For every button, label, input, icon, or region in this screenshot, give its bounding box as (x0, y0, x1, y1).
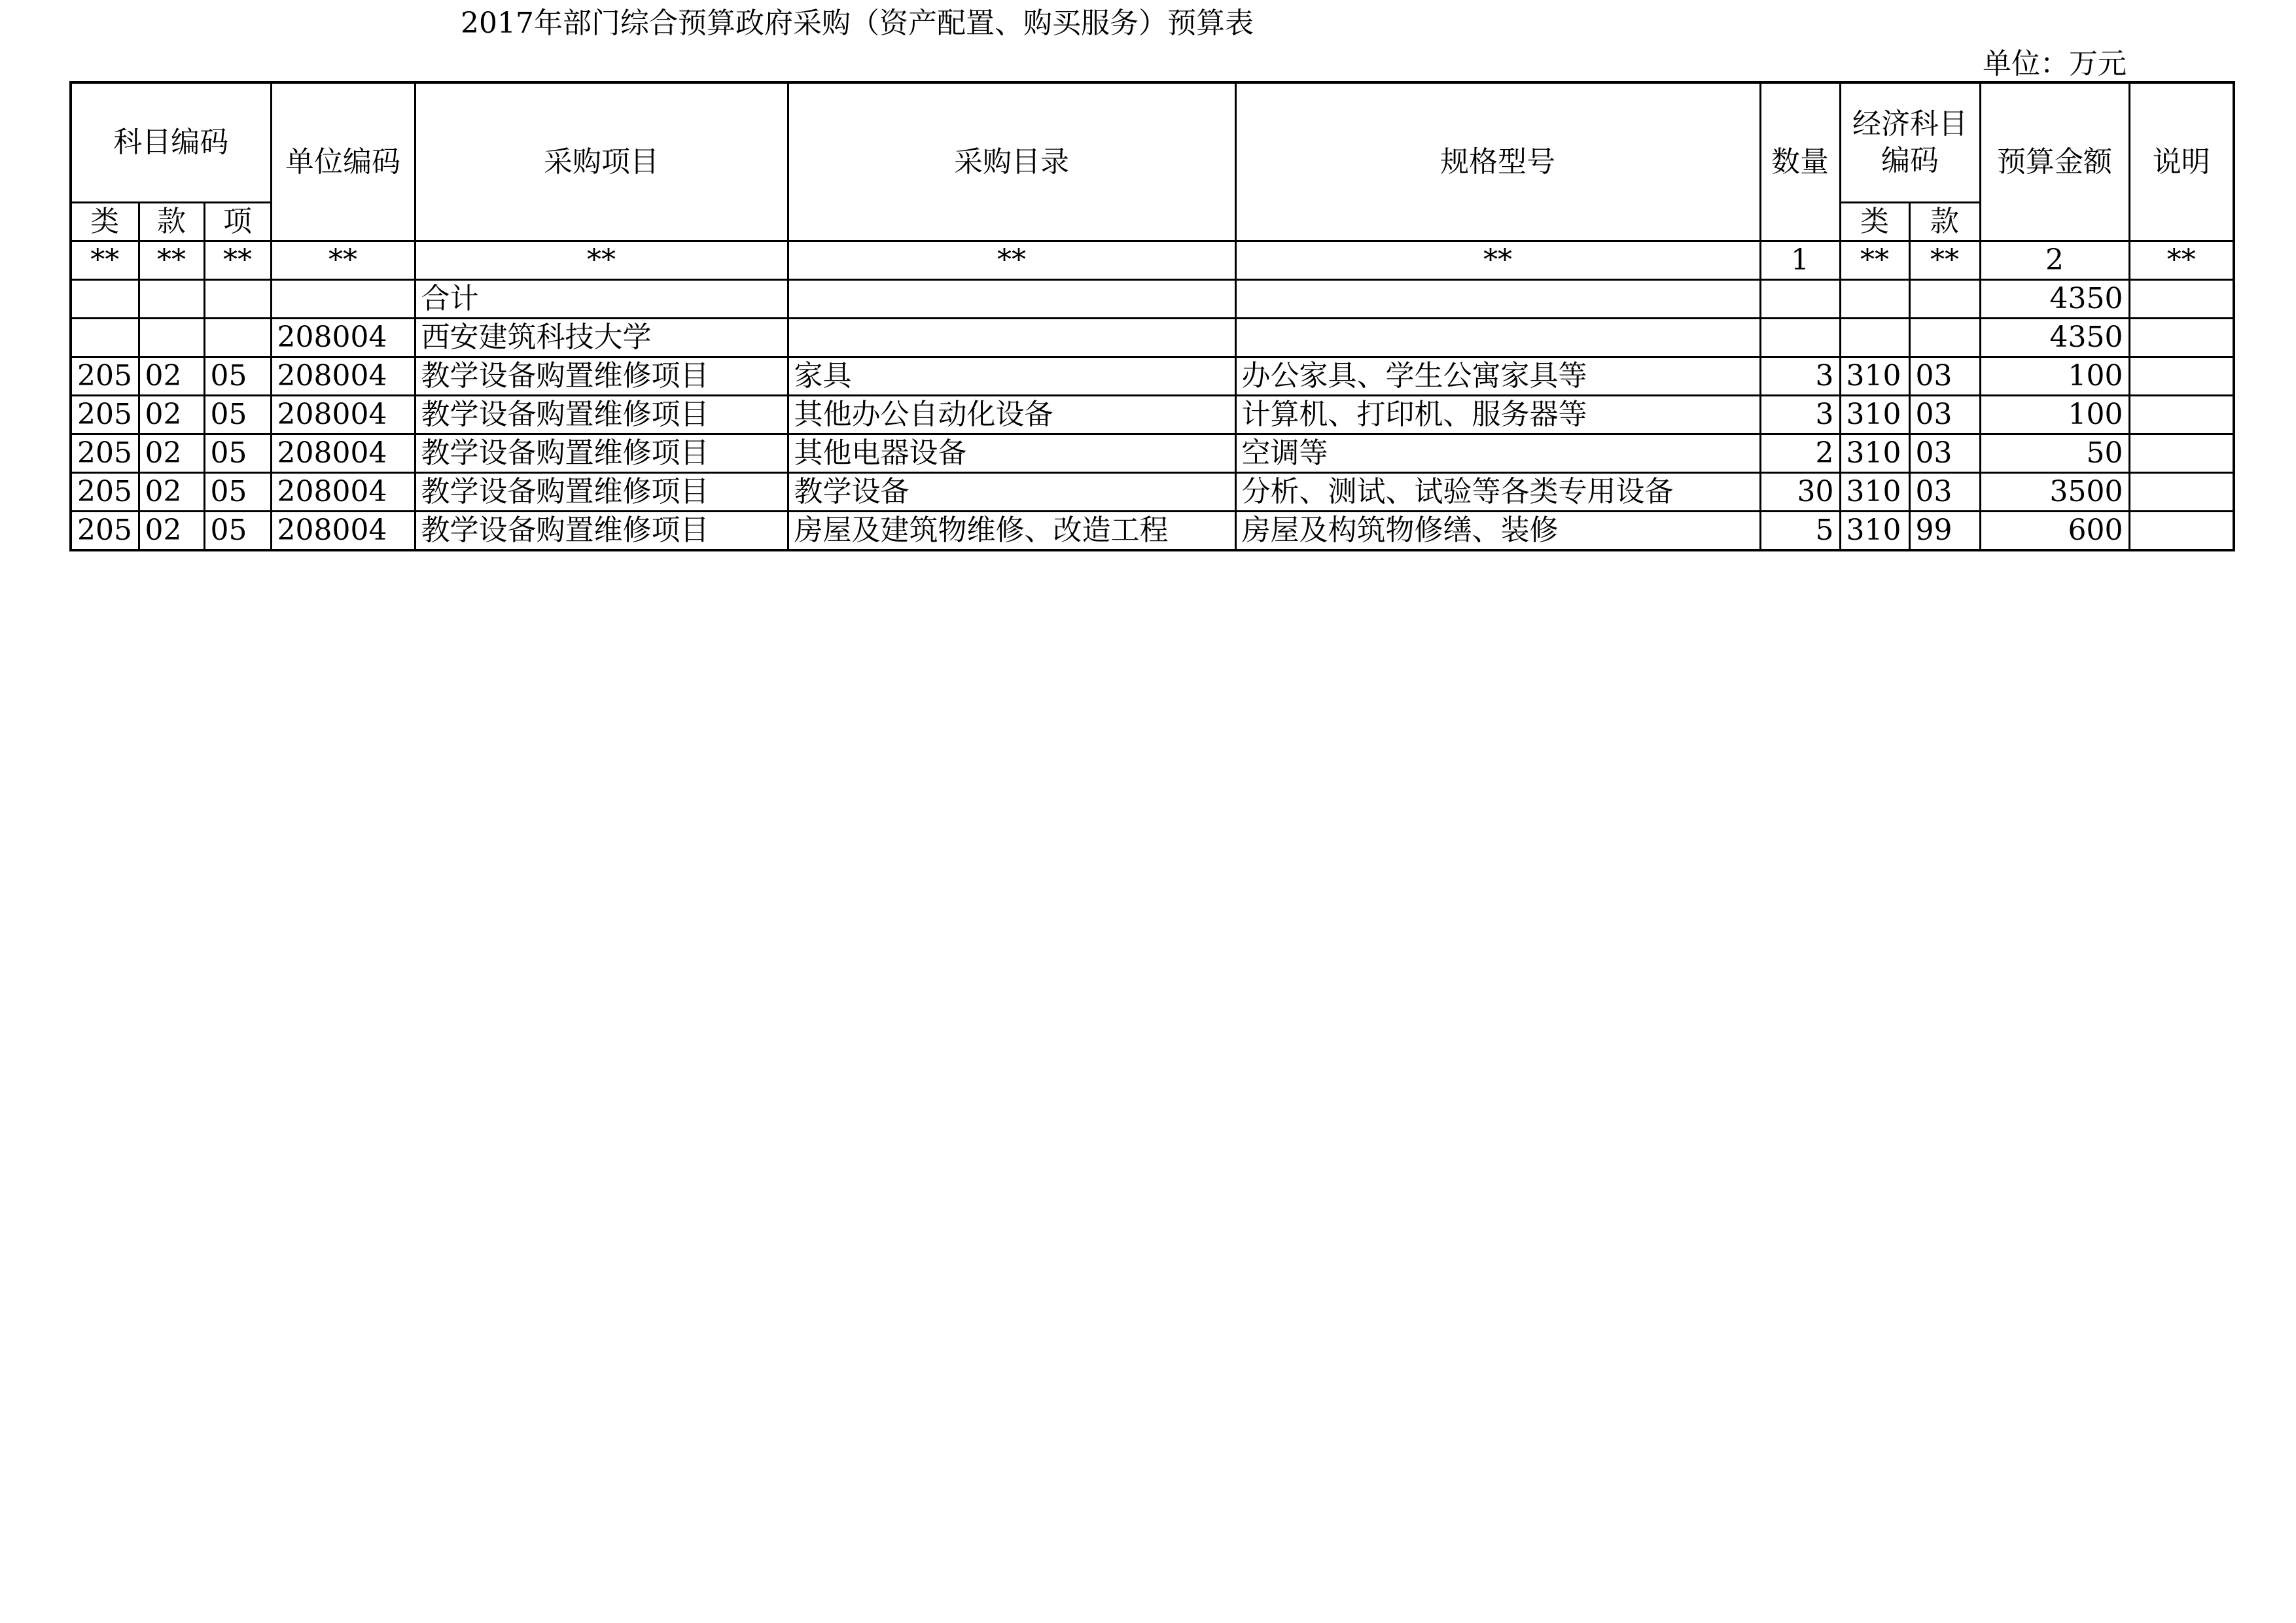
header-spec: 规格型号 (1235, 82, 1760, 241)
cell-econ-kuan: 03 (1909, 473, 1980, 512)
marker-lei: ** (71, 241, 139, 280)
cell-econ-kuan: 99 (1909, 512, 1980, 551)
cell-kuan: 02 (139, 396, 204, 434)
unit-row-name: 西安建筑科技大学 (415, 319, 788, 357)
table-body (71, 357, 2234, 551)
total-xiang (204, 280, 271, 319)
total-econ-kuan (1909, 280, 1980, 319)
cell-econ-lei: 310 (1840, 434, 1909, 473)
cell-spec: 办公家具、学生公寓家具等 (1235, 357, 1760, 396)
header-row (71, 82, 2234, 203)
cell-catalog: 其他电器设备 (788, 434, 1235, 473)
cell-note (2129, 512, 2234, 551)
cell-econ-lei: 310 (1840, 357, 1909, 396)
marker-spec: ** (1235, 241, 1760, 280)
cell-quantity: 2 (1760, 434, 1840, 473)
cell-econ-lei: 310 (1840, 473, 1909, 512)
header-quantity: 数量 (1760, 82, 1840, 241)
cell-lei: 205 (71, 396, 139, 434)
total-amount: 4350 (1980, 280, 2129, 319)
cell-kuan: 02 (139, 357, 204, 396)
marker-xiang: ** (204, 241, 271, 280)
unit-row-amount: 4350 (1980, 319, 2129, 357)
cell-note (2129, 473, 2234, 512)
cell-unit-code: 208004 (271, 357, 415, 396)
cell-lei: 205 (71, 512, 139, 551)
unit-row-note (2129, 319, 2234, 357)
cell-unit-code: 208004 (271, 434, 415, 473)
table-row (71, 512, 2234, 551)
header-subject-code: 科目编码 (71, 82, 271, 203)
cell-spec: 房屋及构筑物修缮、装修 (1235, 512, 1760, 551)
cell-lei: 205 (71, 473, 139, 512)
unit-row-econ-lei (1840, 319, 1909, 357)
cell-kuan: 02 (139, 512, 204, 551)
header-econ-kuan: 款 (1909, 203, 1980, 241)
cell-quantity: 3 (1760, 396, 1840, 434)
total-lei (71, 280, 139, 319)
cell-amount: 600 (1980, 512, 2129, 551)
header-econ-code: 经济科目编码 (1840, 82, 1980, 203)
marker-unit-code: ** (271, 241, 415, 280)
cell-quantity: 5 (1760, 512, 1840, 551)
header-lei: 类 (71, 203, 139, 241)
header-unit-code: 单位编码 (271, 82, 415, 241)
total-kuan (139, 280, 204, 319)
total-note (2129, 280, 2234, 319)
header-kuan: 款 (139, 203, 204, 241)
cell-note (2129, 434, 2234, 473)
marker-note: ** (2129, 241, 2234, 280)
marker-project: ** (415, 241, 788, 280)
cell-project: 教学设备购置维修项目 (415, 357, 788, 396)
unit-row-catalog (788, 319, 1235, 357)
total-row (71, 280, 2234, 319)
cell-project: 教学设备购置维修项目 (415, 396, 788, 434)
marker-catalog: ** (788, 241, 1235, 280)
cell-unit-code: 208004 (271, 473, 415, 512)
total-spec (1235, 280, 1760, 319)
marker-quantity: 1 (1760, 241, 1840, 280)
cell-xiang: 05 (204, 473, 271, 512)
cell-xiang: 05 (204, 512, 271, 551)
cell-quantity: 30 (1760, 473, 1840, 512)
cell-note (2129, 357, 2234, 396)
cell-catalog: 教学设备 (788, 473, 1235, 512)
cell-kuan: 02 (139, 434, 204, 473)
cell-spec: 计算机、打印机、服务器等 (1235, 396, 1760, 434)
cell-note (2129, 396, 2234, 434)
header-project: 采购项目 (415, 82, 788, 241)
table-row (71, 396, 2234, 434)
total-quantity (1760, 280, 1840, 319)
cell-econ-lei: 310 (1840, 512, 1909, 551)
cell-catalog: 家具 (788, 357, 1235, 396)
cell-xiang: 05 (204, 357, 271, 396)
cell-amount: 100 (1980, 357, 2129, 396)
cell-kuan: 02 (139, 473, 204, 512)
unit-row-spec (1235, 319, 1760, 357)
unit-label: 单位：万元 (1983, 47, 2127, 80)
header-econ-lei: 类 (1840, 203, 1909, 241)
unit-row-econ-kuan (1909, 319, 1980, 357)
total-catalog (788, 280, 1235, 319)
table-row (71, 434, 2234, 473)
cell-project: 教学设备购置维修项目 (415, 512, 788, 551)
cell-xiang: 05 (204, 434, 271, 473)
page-title: 2017年部门综合预算政府采购（资产配置、购买服务）预算表 (461, 7, 1254, 40)
cell-lei: 205 (71, 357, 139, 396)
header-catalog: 采购目录 (788, 82, 1235, 241)
cell-lei: 205 (71, 434, 139, 473)
header-xiang: 项 (204, 203, 271, 241)
cell-spec: 分析、测试、试验等各类专用设备 (1235, 473, 1760, 512)
cell-catalog: 其他办公自动化设备 (788, 396, 1235, 434)
unit-row-kuan (139, 319, 204, 357)
marker-row (71, 241, 2234, 280)
cell-project: 教学设备购置维修项目 (415, 434, 788, 473)
table-row (71, 357, 2234, 396)
cell-econ-kuan: 03 (1909, 434, 1980, 473)
total-econ-lei (1840, 280, 1909, 319)
budget-table (69, 81, 2235, 551)
cell-amount: 100 (1980, 396, 2129, 434)
cell-amount: 50 (1980, 434, 2129, 473)
cell-unit-code: 208004 (271, 396, 415, 434)
total-label: 合计 (415, 280, 788, 319)
cell-spec: 空调等 (1235, 434, 1760, 473)
cell-xiang: 05 (204, 396, 271, 434)
marker-econ-lei: ** (1840, 241, 1909, 280)
marker-econ-kuan: ** (1909, 241, 1980, 280)
cell-amount: 3500 (1980, 473, 2129, 512)
cell-econ-kuan: 03 (1909, 396, 1980, 434)
cell-catalog: 房屋及建筑物维修、改造工程 (788, 512, 1235, 551)
unit-row-lei (71, 319, 139, 357)
unit-row-quantity (1760, 319, 1840, 357)
cell-unit-code: 208004 (271, 512, 415, 551)
cell-quantity: 3 (1760, 357, 1840, 396)
unit-row-unit-code: 208004 (271, 319, 415, 357)
unit-row-xiang (204, 319, 271, 357)
marker-kuan: ** (139, 241, 204, 280)
cell-econ-lei: 310 (1840, 396, 1909, 434)
header-note: 说明 (2129, 82, 2234, 241)
unit-row (71, 319, 2234, 357)
cell-econ-kuan: 03 (1909, 357, 1980, 396)
marker-amount: 2 (1980, 241, 2129, 280)
header-amount: 预算金额 (1980, 82, 2129, 241)
cell-project: 教学设备购置维修项目 (415, 473, 788, 512)
table-row (71, 473, 2234, 512)
total-unit-code (271, 280, 415, 319)
